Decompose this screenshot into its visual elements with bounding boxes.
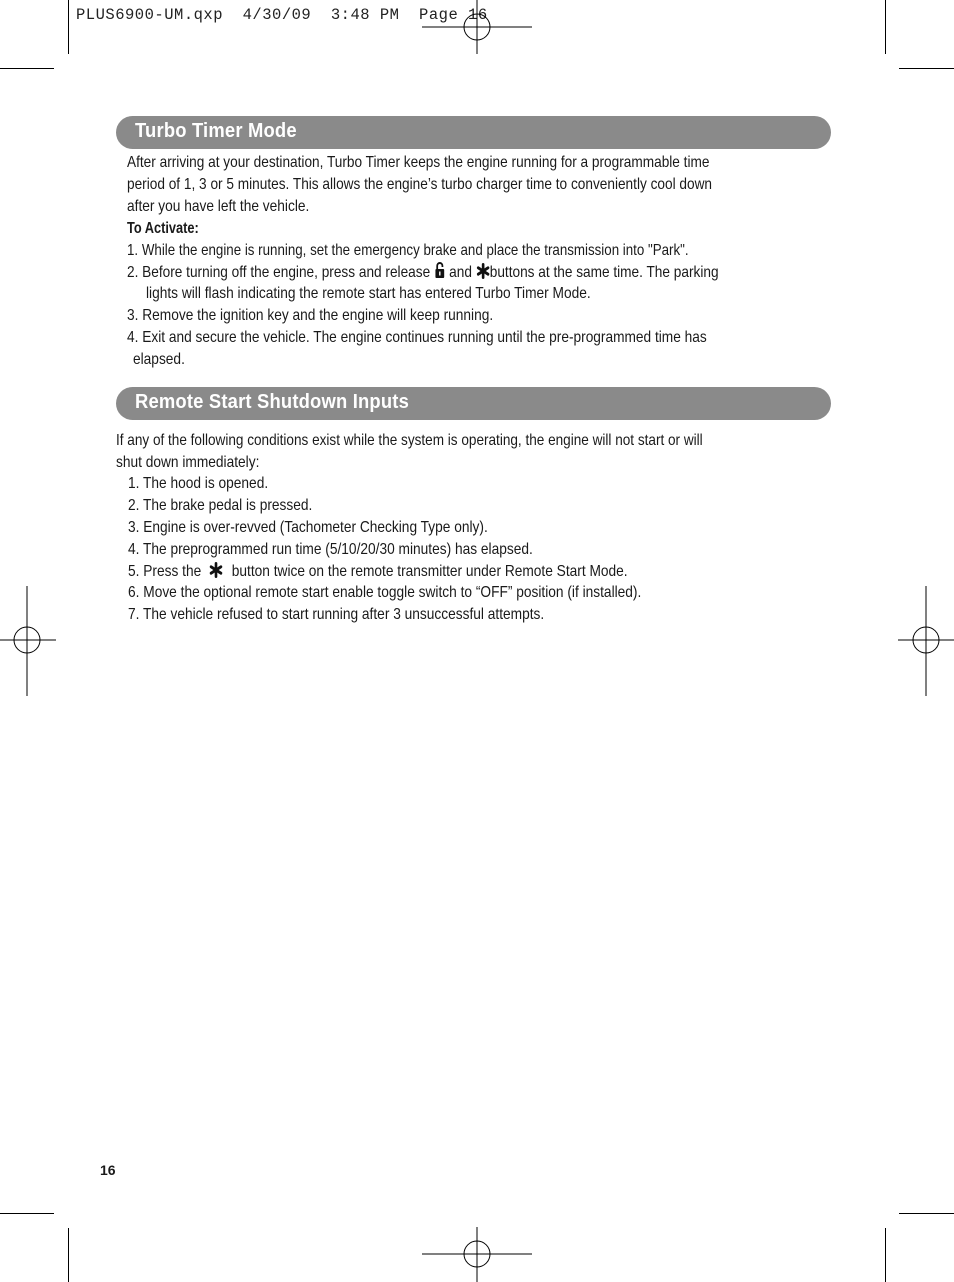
step-4: 4. Exit and secure the vehicle. The engine continues running until the pre-programmed time has	[127, 329, 707, 346]
step-2-text: and	[449, 264, 472, 281]
registration-mark-left	[0, 586, 56, 696]
list-item-text: button twice on the remote transmitter under Remote Start Mode.	[231, 563, 628, 580]
step-3: 3. Remove the ignition key and the engine will keep running.	[127, 307, 494, 324]
activate-label: To Activate:	[127, 220, 199, 237]
print-slug: PLUS6900-UM.qxp 4/30/09 3:48 PM Page 16	[76, 6, 488, 24]
section-header-turbo-timer	[116, 116, 831, 149]
paragraph-line: If any of the following conditions exist while the system is operating, the engine will not start or will	[116, 432, 703, 449]
crop-mark	[0, 1213, 54, 1214]
crop-mark	[885, 1228, 886, 1282]
crop-mark	[899, 68, 954, 69]
list-item: 1. The hood is opened.	[128, 475, 269, 492]
page-number: 16	[100, 1162, 116, 1178]
crop-mark	[68, 0, 69, 54]
paragraph-line: after you have left the vehicle.	[127, 198, 310, 215]
crop-mark	[0, 68, 54, 69]
section-title: Turbo Timer Mode	[135, 120, 297, 142]
step-1: 1. While the engine is running, set the emergency brake and place the transmission into "Park".	[127, 242, 689, 259]
paragraph-line: After arriving at your destination, Turbo Timer keeps the engine running for a programmable time	[127, 154, 710, 171]
registration-mark-right	[898, 586, 954, 696]
section-header-shutdown-inputs	[116, 387, 831, 420]
crop-mark	[899, 1213, 954, 1214]
step-2-text: 2. Before turning off the engine, press and release	[127, 264, 431, 281]
list-item: 6. Move the optional remote start enable toggle switch to “OFF” position (if installed).	[128, 584, 642, 601]
step-4-continued: elapsed.	[133, 351, 185, 368]
list-item: 7. The vehicle refused to start running after 3 unsuccessful attempts.	[128, 606, 545, 623]
crop-mark	[885, 0, 886, 54]
step-2-text: buttons at the same time. The parking	[489, 264, 719, 281]
list-item-text: 5. Press the	[128, 563, 202, 580]
paragraph-line: period of 1, 3 or 5 minutes. This allows the engine’s turbo charger time to conveniently cool down	[127, 176, 713, 193]
crop-mark	[68, 1228, 69, 1282]
paragraph-line: shut down immediately:	[116, 454, 260, 471]
registration-mark-top	[422, 0, 532, 54]
registration-mark-bottom	[422, 1227, 532, 1282]
list-item: 3. Engine is over-revved (Tachometer Checking Type only).	[128, 519, 488, 536]
step-2-continued: lights will flash indicating the remote start has entered Turbo Timer Mode.	[146, 285, 591, 302]
section-title: Remote Start Shutdown Inputs	[135, 391, 410, 413]
list-item: 2. The brake pedal is pressed.	[128, 497, 313, 514]
list-item: 4. The preprogrammed run time (5/10/20/30 minutes) has elapsed.	[128, 541, 533, 558]
